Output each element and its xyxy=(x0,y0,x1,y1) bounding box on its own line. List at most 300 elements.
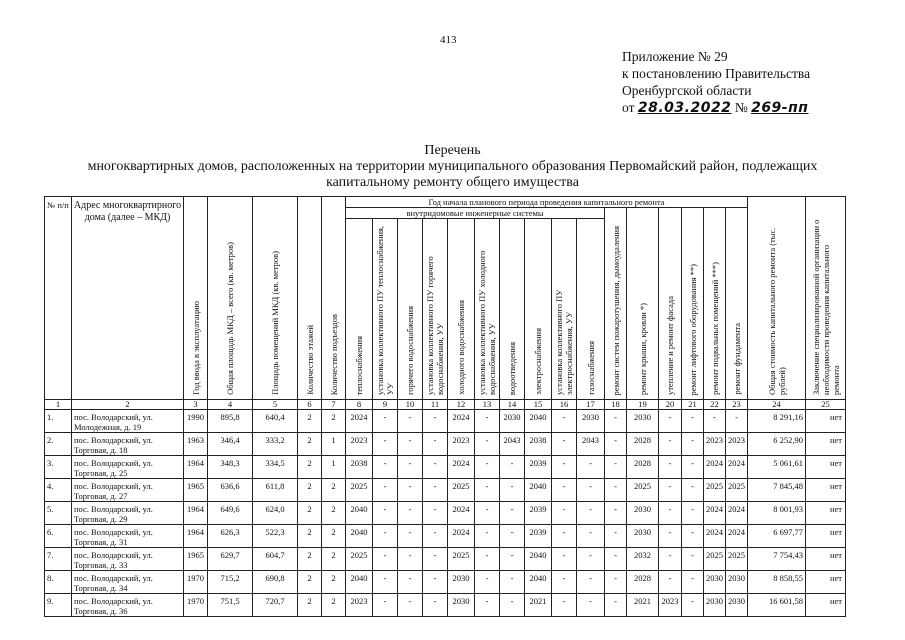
header-entrances-cell xyxy=(322,197,346,400)
table-cell: - xyxy=(552,410,577,433)
table-cell: нет xyxy=(806,433,846,456)
column-number: 11 xyxy=(423,400,448,410)
table-cell: - xyxy=(726,410,748,433)
table-cell: 8. xyxy=(45,571,72,594)
table-cell: 348,3 xyxy=(208,456,253,479)
table-cell: - xyxy=(373,571,398,594)
table-cell: - xyxy=(398,433,423,456)
table-cell: - xyxy=(577,456,605,479)
table-row xyxy=(45,456,846,479)
header-basement-cell xyxy=(704,208,726,400)
table-cell: - xyxy=(398,594,423,617)
column-number: 16 xyxy=(552,400,577,410)
table-row xyxy=(45,502,846,525)
table-cell: 2030 xyxy=(627,525,659,548)
column-number: 13 xyxy=(475,400,500,410)
table-cell: - xyxy=(682,479,704,502)
column-number: 25 xyxy=(806,400,846,410)
table-cell: 2024 xyxy=(448,525,475,548)
table-cell: 2023 xyxy=(346,594,373,617)
column-number: 1 xyxy=(45,400,72,410)
column-number: 8 xyxy=(346,400,373,410)
table-cell: - xyxy=(659,571,682,594)
table-cell: - xyxy=(552,502,577,525)
table-cell: 2030 xyxy=(726,594,748,617)
table-cell: - xyxy=(500,525,525,548)
table-cell: 2024 xyxy=(726,456,748,479)
table-cell: - xyxy=(398,548,423,571)
table-cell: 1970 xyxy=(184,594,208,617)
table-cell: - xyxy=(423,479,448,502)
table-cell: 611,8 xyxy=(253,479,298,502)
table-cell: - xyxy=(552,525,577,548)
table-cell: - xyxy=(682,456,704,479)
table-cell: - xyxy=(500,502,525,525)
table-row xyxy=(45,479,846,502)
cost-cell: 8 858,55 xyxy=(748,571,806,594)
table-cell: 1964 xyxy=(184,502,208,525)
table-cell: - xyxy=(475,456,500,479)
table-cell: 346,4 xyxy=(208,433,253,456)
table-cell: - xyxy=(475,594,500,617)
header-total-area: Общая площадь МКД – всего (кв. метров) xyxy=(225,242,235,395)
table-cell: 2025 xyxy=(704,548,726,571)
table-cell: - xyxy=(577,479,605,502)
header-hot-water-cell xyxy=(398,219,423,400)
table-cell: - xyxy=(373,548,398,571)
handwritten-date: 28.03.2022 xyxy=(637,100,732,116)
header-premises-area: Площадь помещений МКД (кв. метров) xyxy=(270,251,280,395)
table-cell: - xyxy=(423,594,448,617)
table-cell: нет xyxy=(806,456,846,479)
column-number: 20 xyxy=(659,400,682,410)
table-cell: - xyxy=(659,479,682,502)
table-cell: 2040 xyxy=(346,525,373,548)
table-cell: - xyxy=(373,479,398,502)
column-number: 9 xyxy=(373,400,398,410)
column-number: 5 xyxy=(253,400,298,410)
column-number: 7 xyxy=(322,400,346,410)
table-cell: - xyxy=(423,502,448,525)
table-cell: - xyxy=(682,502,704,525)
table-cell: - xyxy=(605,594,627,617)
column-number: 3 xyxy=(184,400,208,410)
header-elevator: ремонт лифтового оборудования **) xyxy=(687,263,698,395)
table-cell: 626,3 xyxy=(208,525,253,548)
column-number: 19 xyxy=(627,400,659,410)
appendix-line-1: Приложение № 29 xyxy=(622,49,728,64)
address-cell: пос. Володарский, ул. Торговая, д. 36 xyxy=(72,594,184,617)
table-cell: 2024 xyxy=(704,525,726,548)
table-cell: 2025 xyxy=(726,548,748,571)
table-cell: 1 xyxy=(322,433,346,456)
address-cell: пос. Володарский, ул. Торговая, д. 31 xyxy=(72,525,184,548)
cost-cell: 8 001,93 xyxy=(748,502,806,525)
table-cell: 1964 xyxy=(184,525,208,548)
table-cell: 2 xyxy=(298,525,322,548)
table-cell: - xyxy=(398,525,423,548)
header-hot-water-meter: установка коллективного ПУ горячего водоснабжения, УУ xyxy=(425,256,445,395)
table-cell: - xyxy=(500,594,525,617)
table-cell: 2 xyxy=(298,594,322,617)
table-cell: 2040 xyxy=(346,571,373,594)
table-cell: - xyxy=(398,410,423,433)
table-cell: - xyxy=(659,548,682,571)
table-cell: - xyxy=(577,571,605,594)
header-roof: ремонт крыши, кровли *) xyxy=(637,302,648,395)
header-conclusion: Заключение специализированной организации о необходимости проведения капитального ремонта xyxy=(810,219,841,395)
table-cell: 333,2 xyxy=(253,433,298,456)
table-cell: 2024 xyxy=(346,410,373,433)
table-cell: 2021 xyxy=(525,594,552,617)
table-cell: 2024 xyxy=(448,502,475,525)
table-cell: 7. xyxy=(45,548,72,571)
table-cell: 2. xyxy=(45,433,72,456)
header-heat-cell xyxy=(346,219,373,400)
table-cell: - xyxy=(682,571,704,594)
table-cell: 649,6 xyxy=(208,502,253,525)
address-cell: пос. Володарский, ул. Торговая, д. 27 xyxy=(72,479,184,502)
table-cell: - xyxy=(475,433,500,456)
column-number: 14 xyxy=(500,400,525,410)
table-cell: - xyxy=(398,502,423,525)
column-number: 22 xyxy=(704,400,726,410)
column-number: 24 xyxy=(748,400,806,410)
header-cold-water: холодного водоснабжения xyxy=(456,300,466,395)
table-cell: нет xyxy=(806,594,846,617)
table-cell: - xyxy=(552,433,577,456)
header-gas: газоснабжения xyxy=(585,341,596,395)
address-cell: пос. Володарский, ул. Торговая, д. 29 xyxy=(72,502,184,525)
cost-cell: 7 845,48 xyxy=(748,479,806,502)
table-cell: - xyxy=(423,410,448,433)
table-cell: - xyxy=(398,456,423,479)
table-cell: 624,0 xyxy=(253,502,298,525)
table-cell: 5. xyxy=(45,502,72,525)
cost-cell: 6 252,90 xyxy=(748,433,806,456)
table-cell: - xyxy=(577,525,605,548)
table-cell: 2030 xyxy=(627,502,659,525)
table-cell: 1970 xyxy=(184,571,208,594)
table-cell: - xyxy=(500,479,525,502)
table-cell: 2040 xyxy=(525,410,552,433)
table-cell: - xyxy=(398,571,423,594)
table-cell: - xyxy=(423,525,448,548)
column-numbers-row xyxy=(45,400,846,410)
header-gas-cell xyxy=(577,219,605,400)
table-cell: - xyxy=(475,479,500,502)
table-cell: - xyxy=(605,548,627,571)
header-sewer: водоотведения xyxy=(507,341,517,395)
table-cell: - xyxy=(659,433,682,456)
table-cell: - xyxy=(605,525,627,548)
table-cell: 2030 xyxy=(448,571,475,594)
table-cell: 2030 xyxy=(577,410,605,433)
table-cell: - xyxy=(605,479,627,502)
header-electric-meter: установка коллективного ПУ электроснабжения, УУ xyxy=(554,289,574,395)
table-cell: 2038 xyxy=(525,433,552,456)
table-cell: 2025 xyxy=(346,479,373,502)
table-cell: - xyxy=(373,433,398,456)
table-cell: 2 xyxy=(298,410,322,433)
table-row xyxy=(45,433,846,456)
table-cell: - xyxy=(475,571,500,594)
table-cell: 1 xyxy=(322,456,346,479)
table-cell: - xyxy=(423,571,448,594)
cost-cell: 7 754,43 xyxy=(748,548,806,571)
table-cell: 2040 xyxy=(346,502,373,525)
table-cell: 2 xyxy=(298,571,322,594)
header-electric-cell xyxy=(525,219,552,400)
column-number: 6 xyxy=(298,400,322,410)
table-cell: 2028 xyxy=(627,456,659,479)
table-cell: 6. xyxy=(45,525,72,548)
table-cell: 2024 xyxy=(726,525,748,548)
table-cell: - xyxy=(605,433,627,456)
column-number: 18 xyxy=(605,400,627,410)
table-row xyxy=(45,594,846,617)
table-cell: 2032 xyxy=(627,548,659,571)
column-number: 15 xyxy=(525,400,552,410)
appendix-block xyxy=(622,48,810,117)
table-cell: 2024 xyxy=(448,456,475,479)
column-number: 4 xyxy=(208,400,253,410)
table-cell: 522,3 xyxy=(253,525,298,548)
table-cell: - xyxy=(423,456,448,479)
table-cell: - xyxy=(475,410,500,433)
table-cell: 2039 xyxy=(525,456,552,479)
table-cell: 640,4 xyxy=(253,410,298,433)
document-subtitle-2: капитальному ремонту общего имущества xyxy=(326,175,579,190)
table-cell: 2 xyxy=(322,479,346,502)
column-number: 17 xyxy=(577,400,605,410)
table-cell: 3. xyxy=(45,456,72,479)
cost-cell: 5 061,61 xyxy=(748,456,806,479)
table-cell: - xyxy=(500,571,525,594)
table-cell: 2043 xyxy=(577,433,605,456)
header-hot-water: горячего водоснабжения xyxy=(405,306,415,395)
table-cell: 2024 xyxy=(704,502,726,525)
header-roof-cell xyxy=(627,208,659,400)
header-year-cell xyxy=(184,197,208,400)
table-cell: 2 xyxy=(322,548,346,571)
table-cell: 2030 xyxy=(726,571,748,594)
table-cell: нет xyxy=(806,571,846,594)
table-cell: - xyxy=(423,433,448,456)
table-row xyxy=(45,548,846,571)
table-cell: 1. xyxy=(45,410,72,433)
header-foundation: ремонт фундамента xyxy=(731,323,742,395)
header-cold-water-meter: установка коллективного ПУ холодного водоснабжения, УУ xyxy=(477,250,497,395)
header-basement: ремонт подвальных помещений ***) xyxy=(709,262,720,395)
address-cell: пос. Володарский, ул. Торговая, д. 25 xyxy=(72,456,184,479)
table-cell: 2025 xyxy=(726,479,748,502)
table-cell: - xyxy=(552,479,577,502)
address-cell: пос. Володарский, ул. Торговая, д. 18 xyxy=(72,433,184,456)
header-facade-cell xyxy=(659,208,682,400)
header-total-area-cell xyxy=(208,197,253,400)
buildings-table xyxy=(44,196,846,617)
table-cell: - xyxy=(373,502,398,525)
table-cell: 751,5 xyxy=(208,594,253,617)
table-cell: 715,2 xyxy=(208,571,253,594)
table-cell: 2040 xyxy=(525,571,552,594)
page-number: 413 xyxy=(440,34,457,46)
table-cell: - xyxy=(682,594,704,617)
table-cell: 2040 xyxy=(525,548,552,571)
table-cell: 2025 xyxy=(627,479,659,502)
header-no: № п/п xyxy=(45,197,72,400)
table-cell: 604,7 xyxy=(253,548,298,571)
table-cell: - xyxy=(475,548,500,571)
table-cell: - xyxy=(373,456,398,479)
header-foundation-cell xyxy=(726,208,748,400)
table-cell: 2024 xyxy=(726,502,748,525)
table-row xyxy=(45,410,846,433)
header-electric-meter-cell xyxy=(552,219,577,400)
table-cell: 720,7 xyxy=(253,594,298,617)
table-cell: - xyxy=(605,456,627,479)
table-cell: 2023 xyxy=(448,433,475,456)
table-cell: 2040 xyxy=(525,479,552,502)
table-cell: 2023 xyxy=(659,594,682,617)
table-row xyxy=(45,525,846,548)
address-cell: пос. Володарский, ул. Молодежная, д. 19 xyxy=(72,410,184,433)
table-cell: 2039 xyxy=(525,525,552,548)
table-cell: 2 xyxy=(322,571,346,594)
table-cell: 2043 xyxy=(500,433,525,456)
address-cell: пос. Володарский, ул. Торговая, д. 34 xyxy=(72,571,184,594)
table-cell: 2 xyxy=(322,410,346,433)
table-cell: - xyxy=(659,456,682,479)
table-cell: 2039 xyxy=(525,502,552,525)
table-cell: 2030 xyxy=(704,571,726,594)
table-cell: 2030 xyxy=(704,594,726,617)
table-cell: 2023 xyxy=(726,433,748,456)
table-cell: 9. xyxy=(45,594,72,617)
header-cost: Общая стоимость капитального ремонта (тыс. рублей) xyxy=(766,227,787,395)
table-cell: - xyxy=(682,433,704,456)
header-heat: теплоснабжения xyxy=(354,335,364,395)
table-cell: - xyxy=(423,548,448,571)
table-cell: - xyxy=(659,410,682,433)
column-number: 12 xyxy=(448,400,475,410)
header-cold-water-cell xyxy=(448,219,475,400)
table-cell: 2 xyxy=(298,433,322,456)
header-facade: утепление и ремонт фасада xyxy=(665,295,675,395)
header-sewer-cell xyxy=(500,219,525,400)
table-cell: - xyxy=(605,410,627,433)
document-subtitle-1: многоквартирных домов, расположенных на территории муниципального образования Первомайский район, подлежащих xyxy=(87,159,818,174)
cost-cell: 6 697,77 xyxy=(748,525,806,548)
table-cell: - xyxy=(500,456,525,479)
column-number: 23 xyxy=(726,400,748,410)
table-cell: 2 xyxy=(322,525,346,548)
address-cell: пос. Володарский, ул. Торговая, д. 33 xyxy=(72,548,184,571)
column-number: 10 xyxy=(398,400,423,410)
header-elevator-cell xyxy=(682,208,704,400)
table-cell: 2038 xyxy=(346,456,373,479)
document-title: Перечень xyxy=(424,143,481,158)
table-cell: - xyxy=(605,502,627,525)
table-cell: - xyxy=(398,479,423,502)
header-floors: Количество этажей xyxy=(304,325,315,395)
table-cell: 690,8 xyxy=(253,571,298,594)
table-cell: 895,8 xyxy=(208,410,253,433)
header-plan-group: Год начала планового периода проведения капитального ремонта xyxy=(346,197,748,208)
table-cell: 2030 xyxy=(500,410,525,433)
table-cell: 2028 xyxy=(627,433,659,456)
table-cell: 2 xyxy=(322,594,346,617)
column-number: 2 xyxy=(72,400,184,410)
table-cell: 2 xyxy=(322,502,346,525)
table-cell: 1963 xyxy=(184,433,208,456)
header-address: Адрес многоквартирного дома (далее – МКД) xyxy=(72,197,184,400)
table-cell: 2028 xyxy=(627,571,659,594)
table-cell: - xyxy=(373,594,398,617)
table-cell: 2030 xyxy=(627,410,659,433)
appendix-line-3: Оренбургской области xyxy=(622,83,752,98)
handwritten-number: 269-пп xyxy=(751,100,809,116)
table-cell: - xyxy=(577,594,605,617)
table-cell: - xyxy=(373,410,398,433)
table-cell: - xyxy=(373,525,398,548)
header-systems-group: внутридомовые инженерные системы xyxy=(346,208,605,219)
table-cell: - xyxy=(659,502,682,525)
table-cell: - xyxy=(605,571,627,594)
table-cell: 1990 xyxy=(184,410,208,433)
table-cell: - xyxy=(500,548,525,571)
table-cell: нет xyxy=(806,502,846,525)
table-cell: 2023 xyxy=(704,433,726,456)
header-conclusion-cell xyxy=(806,197,846,400)
table-cell: 2024 xyxy=(448,410,475,433)
table-cell: 1965 xyxy=(184,548,208,571)
table-cell: 2024 xyxy=(704,456,726,479)
table-cell: - xyxy=(475,502,500,525)
table-cell: 334,5 xyxy=(253,456,298,479)
appendix-line-2: к постановлению Правительства xyxy=(622,66,811,81)
table-cell: 1965 xyxy=(184,479,208,502)
header-entrances: Количество подъездов xyxy=(328,313,339,395)
table-cell: нет xyxy=(806,410,846,433)
header-premises-area-cell xyxy=(253,197,298,400)
cost-cell: 8 291,16 xyxy=(748,410,806,433)
table-cell: - xyxy=(552,594,577,617)
table-cell: 2 xyxy=(298,479,322,502)
table-cell: нет xyxy=(806,479,846,502)
table-cell: - xyxy=(577,548,605,571)
header-heat-meter: установка коллективного ПУ теплоснабжения, УУ xyxy=(375,225,395,395)
table-cell: 1964 xyxy=(184,456,208,479)
header-cost-cell xyxy=(748,197,806,400)
table-cell: 2025 xyxy=(448,479,475,502)
table-cell: - xyxy=(659,525,682,548)
table-cell: 2023 xyxy=(346,433,373,456)
table-cell: 2025 xyxy=(704,479,726,502)
table-row xyxy=(45,571,846,594)
table-cell: - xyxy=(682,410,704,433)
header-fire: ремонт систем пожаротушения, дымоудаления xyxy=(610,225,621,395)
table-cell: 636,6 xyxy=(208,479,253,502)
table-cell: 629,7 xyxy=(208,548,253,571)
table-cell: - xyxy=(682,548,704,571)
table-cell: - xyxy=(682,525,704,548)
table-cell: нет xyxy=(806,525,846,548)
header-electric: электроснабжения xyxy=(533,328,543,395)
table-cell: 2021 xyxy=(627,594,659,617)
table-cell: - xyxy=(552,456,577,479)
